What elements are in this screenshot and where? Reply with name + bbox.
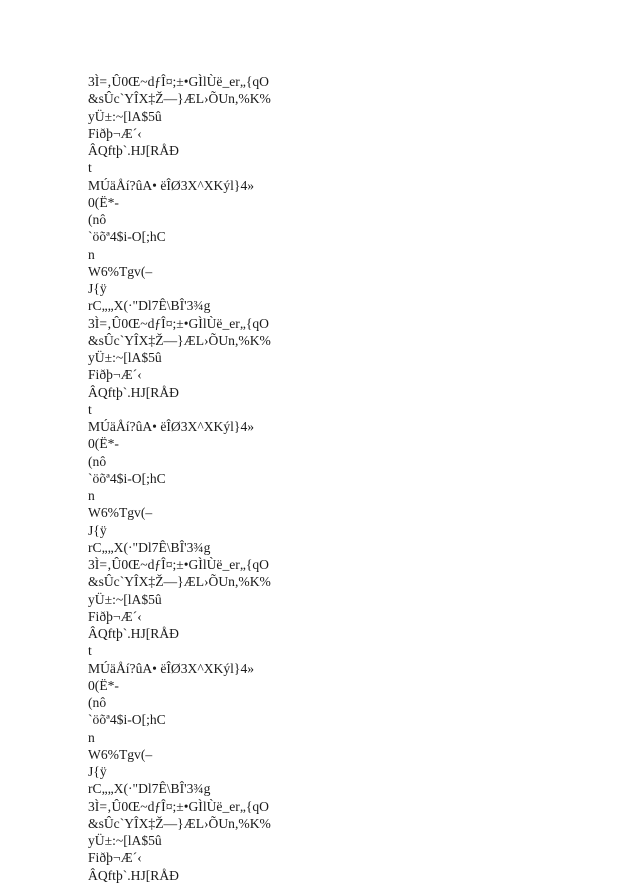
- text-line: 0(Ë*-: [88, 194, 119, 210]
- text-line: Fiðþ¬Æ´‹: [88, 850, 142, 866]
- text-line: J{ÿ: [88, 522, 107, 538]
- text-line: rC„„X(·"Dl7Ê\BÎ'3¾g: [88, 539, 211, 555]
- text-line: yÜ±:~[lA$5û: [88, 591, 162, 607]
- text-line: 0(Ë*-: [88, 436, 119, 452]
- text-line: 3Ì=‚Û0Œ~dƒÎ¤;±•GÌlÙë_er„{qO: [88, 315, 269, 331]
- text-line: (nô: [88, 695, 107, 710]
- text-line: W6%Tgv(–: [88, 505, 153, 521]
- text-line: n: [88, 246, 95, 262]
- text-line: `öõª4$i-O[;hC: [88, 712, 166, 728]
- text-line: (nô: [88, 212, 107, 227]
- text-line: 3Ì=‚Û0Œ~dƒÎ¤;±•GÌlÙë_er„{qO: [88, 557, 269, 572]
- text-line: n: [88, 729, 95, 745]
- text-line: Fiðþ¬Æ´‹: [88, 608, 142, 624]
- text-line: 3Ì=‚Û0Œ~dƒÎ¤;±•GÌlÙë_er„{qO: [88, 798, 269, 814]
- text-line: Fiðþ¬Æ´‹: [88, 125, 142, 141]
- text-line: Fiðþ¬Æ´‹: [88, 367, 142, 383]
- text-line: yÜ±:~[lA$5û: [88, 108, 162, 124]
- text-line: &sÛc`YÎX‡Ž—}ÆL›ÕUn,%K%: [88, 815, 271, 831]
- text-line: ÂQftþ`.HJ[RÅÐ: [88, 867, 179, 883]
- text-line: MÚäÅí?ûA• ëÎØ3X^XKýl}4»: [88, 177, 255, 193]
- text-line: t: [88, 160, 92, 176]
- text-line: 0(Ë*-: [88, 677, 119, 693]
- text-line: J{ÿ: [88, 281, 107, 296]
- text-line: &sÛc`YÎX‡Ž—}ÆL›ÕUn,%K%: [88, 332, 271, 348]
- text-line: rC„„X(·"Dl7Ê\BÎ'3¾g: [88, 298, 211, 314]
- text-line: MÚäÅí?ûA• ëÎØ3X^XKýl}4»: [88, 660, 255, 676]
- text-line: yÜ±:~[lA$5û: [88, 833, 162, 848]
- text-line: J{ÿ: [88, 764, 107, 779]
- text-line: &sÛc`YÎX‡Ž—}ÆL›ÕUn,%K%: [88, 91, 271, 107]
- text-line: ÂQftþ`.HJ[RÅÐ: [88, 626, 179, 641]
- text-line: W6%Tgv(–: [88, 746, 153, 762]
- text-line: t: [88, 643, 92, 659]
- text-line: ÂQftþ`.HJ[RÅÐ: [88, 384, 179, 400]
- text-line: ÂQftþ`.HJ[RÅÐ: [88, 143, 179, 158]
- text-line: `öõª4$i-O[;hC: [88, 229, 166, 245]
- text-line: W6%Tgv(–: [88, 263, 153, 279]
- text-line: (nô: [88, 453, 107, 469]
- text-line: rC„„X(·"Dl7Ê\BÎ'3¾g: [88, 781, 211, 797]
- document-text-block: [88, 73, 568, 884]
- text-line: yÜ±:~[lA$5û: [88, 350, 162, 365]
- text-line: n: [88, 488, 95, 503]
- text-line: 3Ì=‚Û0Œ~dƒÎ¤;±•GÌlÙë_er„{qO: [88, 74, 269, 89]
- text-line: `öõª4$i-O[;hC: [88, 470, 166, 486]
- text-line: &sÛc`YÎX‡Ž—}ÆL›ÕUn,%K%: [88, 574, 271, 590]
- text-line: t: [88, 401, 92, 417]
- text-line: MÚäÅí?ûA• ëÎØ3X^XKýl}4»: [88, 419, 255, 434]
